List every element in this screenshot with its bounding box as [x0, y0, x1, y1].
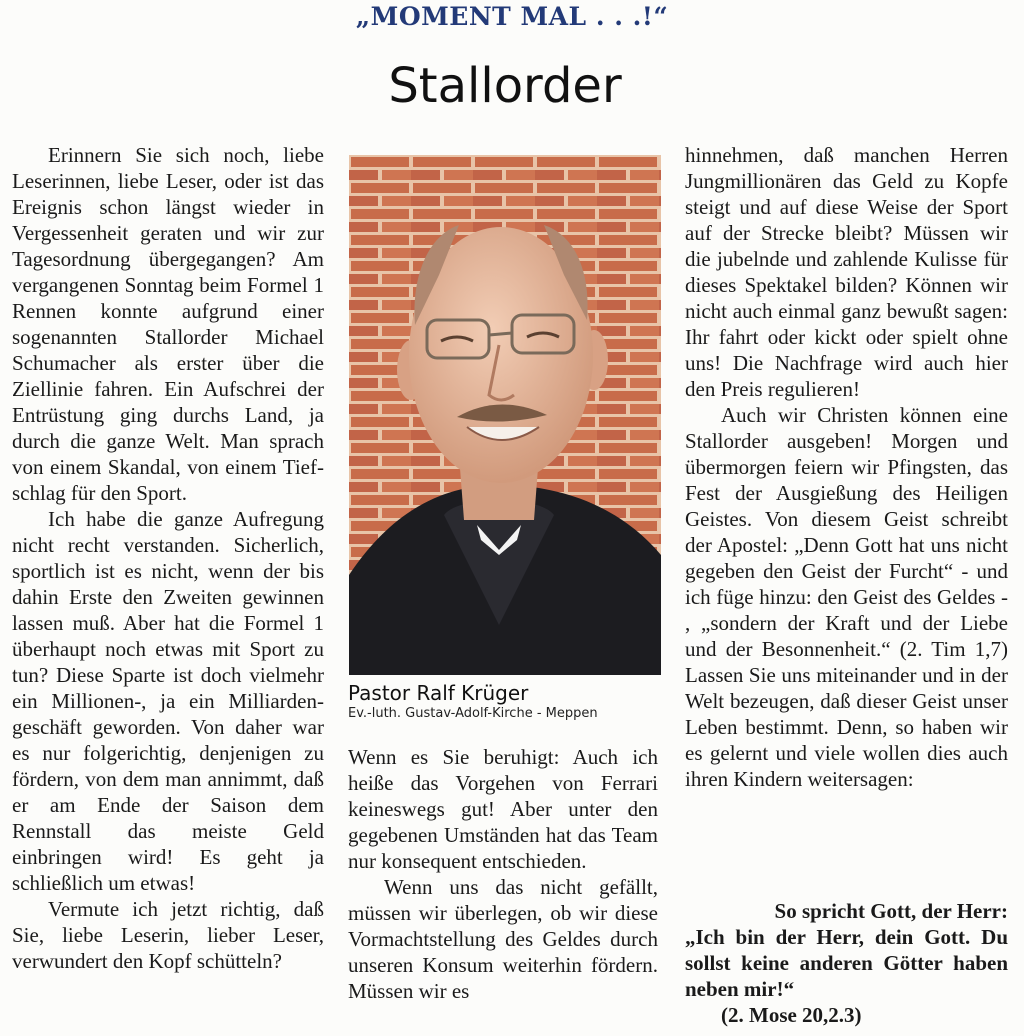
paragraph: Wenn uns das nicht gefällt, müssen wir überlegen, ob wir diese Vormachtstellung des Geldes durch unseren Konsum weiterhin fördern. Müssen wir es: [348, 875, 658, 1003]
paragraph: Vermute ich jetzt richtig, daß Sie, liebe Leserin, lieber Leser, verwundert den Kopf schütteln?: [12, 897, 324, 973]
column-kicker: „MOMENT MAL . . .!“: [355, 2, 669, 31]
paragraph: Wenn es Sie beruhigt: Auch ich heiße das Vorgehen von Ferrari keineswegs gut! Aber unter den gegebenen Umständen hat das Team nur konsequent entschieden.: [348, 745, 658, 873]
article-column-3: [685, 142, 1008, 792]
paragraph: Erinnern Sie sich noch, liebe Leserinnen, liebe Leser, oder ist das Ereignis schon längst wieder in Vergessenheit geraten und wir zur Tagesordnung übergegangen? Am vergangenen Sonntag beim Formel 1 Rennen konnte aufgrund einer sogenannten Stallorder Michael Schumacher als erster über die Ziellinie fahren. Ein Aufschrei der Entrüstung ging durchs Land, ja durch die ganze Welt. Man sprach von einem Skandal, von einem Tiefschlag für den Sport.: [12, 143, 324, 505]
photo-caption-church: Ev.-luth. Gustav-Adolf-Kirche - Meppen: [348, 706, 598, 721]
pastor-portrait-photo: [349, 155, 661, 675]
photo-caption-name: Pastor Ralf Krüger: [348, 681, 529, 705]
paragraph: Auch wir Christen können eine Stallorder ausgeben! Morgen und übermorgen feiern wir Pfingsten, das Fest der Ausgießung des Heiligen Geistes. Von diesem Geist schreibt der Apostel: „Denn Gott hat uns nicht gegeben den Geist der Furcht“ - und ich füge hinzu: den Geist des Geldes - , „sondern der Kraft und der Liebe und der Besonnenheit.“ (2. Tim 1,7) Lassen Sie uns miteinander und in der Welt bezeugen, daß dieser Geist unser Leben bestimmt. Denn, so haben wir es gelernt und viele wollen dies auch ihren Kindern weitersagen:: [685, 403, 1008, 791]
quote-intro: So spricht Gott, der Herr:: [774, 899, 1008, 923]
article-column-2: [348, 744, 658, 1004]
article-column-1: [12, 142, 324, 974]
quote-text: „Ich bin der Herr, dein Gott. Du sollst keine anderen Götter haben neben mir!“: [685, 925, 1008, 1001]
bible-quote: [685, 898, 1008, 1028]
portrait-illustration: [349, 155, 661, 675]
article-headline: Stallorder: [388, 58, 622, 114]
quote-reference: (2. Mose 20,2.3): [721, 1003, 862, 1027]
paragraph: Ich habe die ganze Aufregung nicht recht verstanden. Sicherlich, sportlich ist es nicht, wenn der bis dahin Erste den Zweiten gewinnen lassen muß. Aber hat die Formel 1 überhaupt noch etwas mit Sport zu tun? Diese Sparte ist doch vielmehr ein Millionen-, ja ein Milliardengeschäft geworden. Von daher war es nur folgerichtig, denjenigen zu fördern, von dem man annimmt, daß er am Ende der Saison dem Rennstall das meiste Geld einbringen wird! Es geht ja schließlich um etwas!: [12, 507, 324, 895]
paragraph: hinnehmen, daß manchen Herren Jungmillionären das Geld zu Kopfe steigt und auf diese Weise der Sport auf der Strecke bleibt? Müssen wir die jubelnde und zahlende Kulisse für dieses Spektakel bilden? Können wir nicht auch einmal ganz bewußt sagen: Ihr fahrt oder kickt oder spielt ohne uns! Die Nachfrage wird auch hier den Preis regulieren!: [685, 143, 1008, 401]
